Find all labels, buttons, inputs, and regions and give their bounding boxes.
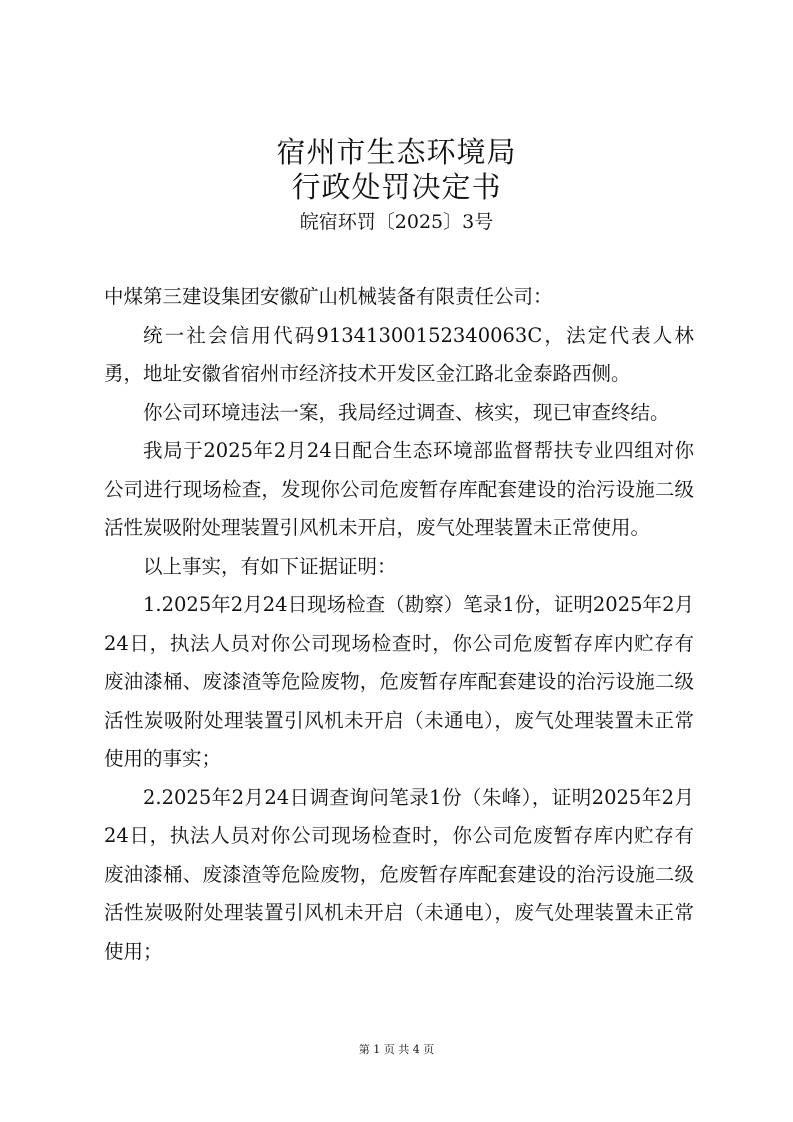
issuer-title: 宿州市生态环境局 [276,135,517,169]
paragraph-case-intro: 你公司环境违法一案，我局经过调查、核实，现已审查终结。 [143,400,670,424]
page-footer: 第 1 页 共 4 页 [358,1043,435,1056]
paragraph-evidence-1: 1.2025年2月24日现场检查（勘察）笔录1份，证明2025年2月24日，执法人员对你公司现场检查时，你公司危废暂存库内贮存有废油漆桶、废漆渣等危险废物，危废暂存库配套建设的治污设施二级活性炭吸附处理装置引风机未开启（未通电），废气处理装置未正常使用的事实； [104,593,694,770]
document-number: 皖宿环罚〔2025〕3号 [299,211,494,233]
document-title: 行政处罚决定书 [291,170,502,204]
paragraph-company-info: 统一社会信用代码91341300152340063C，法定代表人林勇，地址安徽省宿州市经济技术开发区金江路北金泰路西侧。 [104,323,694,385]
paragraph-inspection-finding: 我局于2025年2月24日配合生态环境部监督帮扶专业四组对你公司进行现场检查，发现你公司危废暂存库配套建设的治污设施二级活性炭吸附处理装置引风机未开启，废气处理装置未正常使用。 [104,439,694,539]
paragraph-evidence-2: 2.2025年2月24日调查询问笔录1份（朱峰），证明2025年2月24日，执法人员对你公司现场检查时，你公司危废暂存库内贮存有废油漆桶、废漆渣等危险废物，危废暂存库配套建设的治污设施二级活性炭吸附处理装置引风机未开启（未通电），废气处理装置未正常使用； [104,785,694,963]
paragraph-evidence-intro: 以上事实，有如下证据证明： [143,554,397,578]
document-body [104,278,694,971]
salutation: 中煤第三建设集团安徽矿山机械装备有限责任公司： [104,285,553,308]
